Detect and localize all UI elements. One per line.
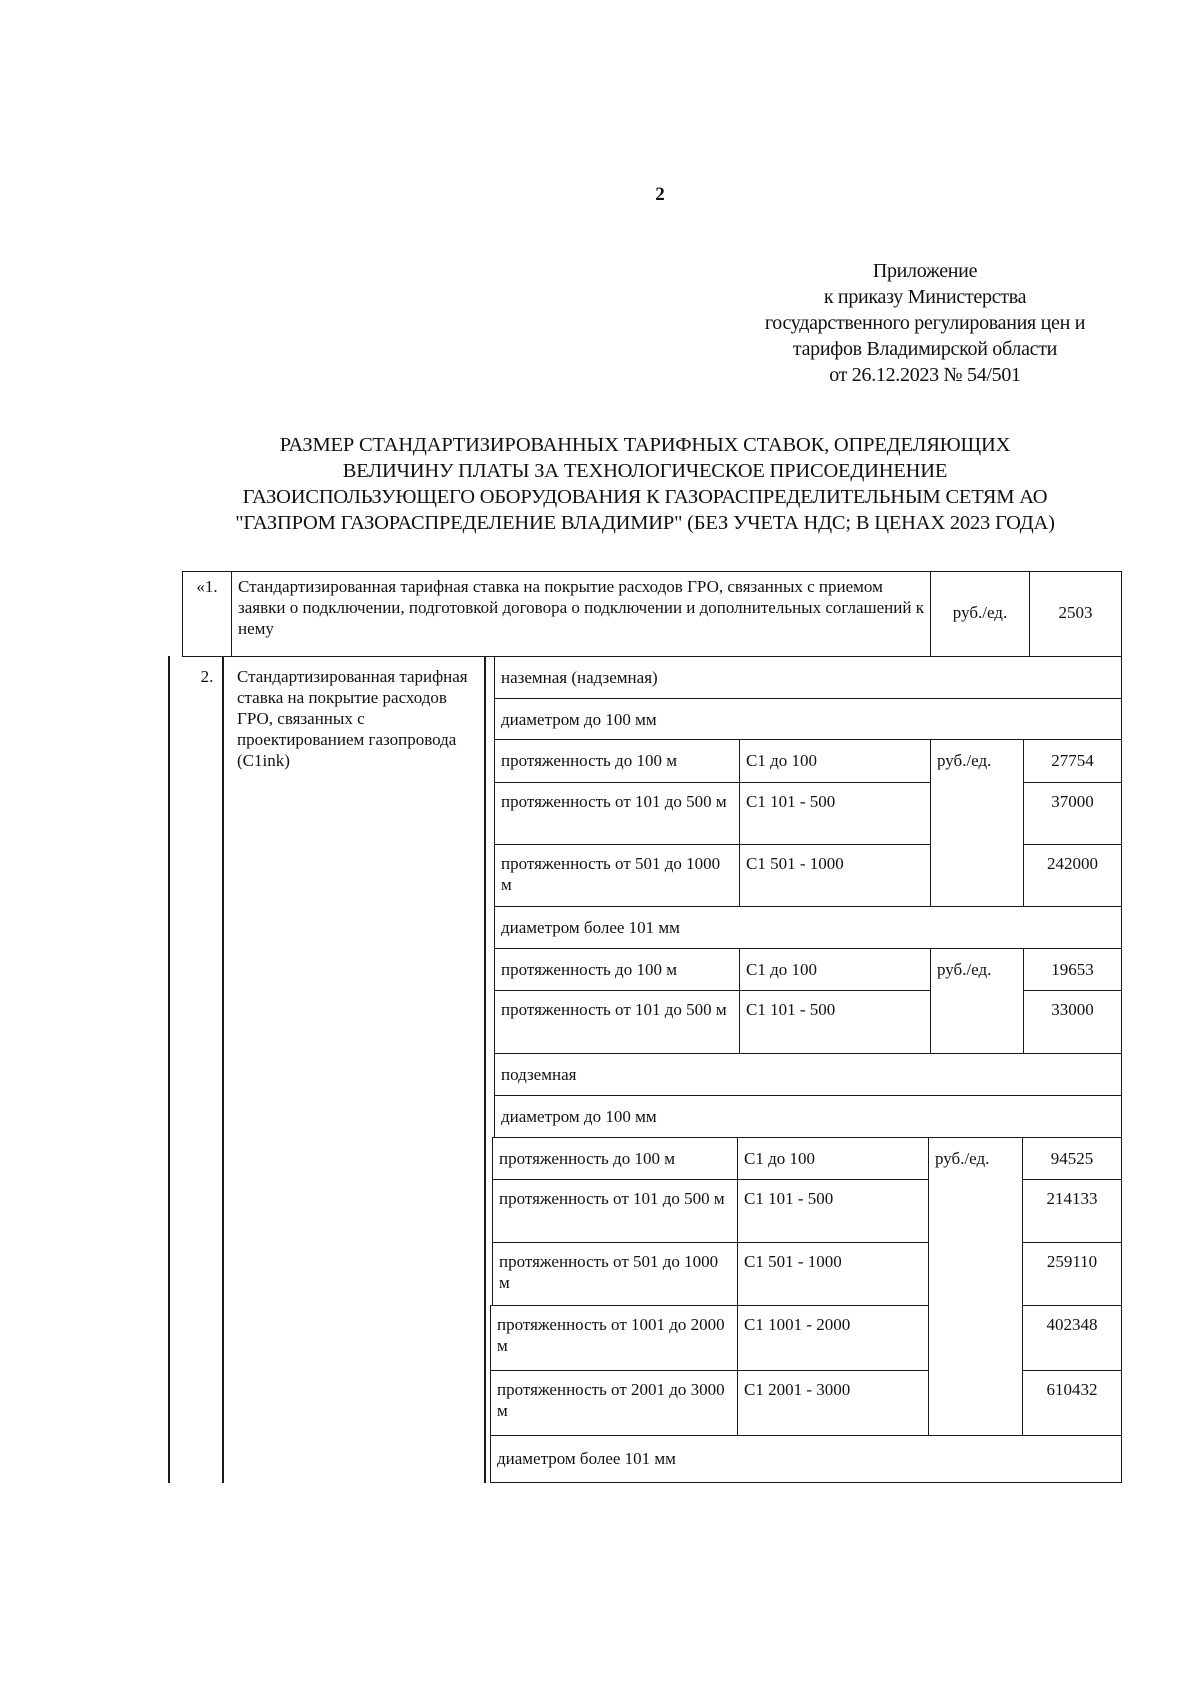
row1-description: Стандартизированная тарифная ставка на покрытие расходов ГРО, связанных с приемом заявки о подключении, подготовкой договора о подключении и дополнительных соглашений к нему	[231, 571, 931, 657]
code-cell: C1 1001 - 2000	[737, 1305, 929, 1371]
appendix-line: к приказу Министерства	[823, 286, 1027, 308]
code-cell: C1 501 - 1000	[737, 1242, 929, 1306]
length-cell: протяженность от 101 до 500 м	[494, 990, 740, 1054]
code-cell: C1 до 100	[739, 948, 931, 991]
appendix-block	[700, 258, 1150, 388]
value-cell: 259110	[1022, 1242, 1122, 1306]
length-cell: протяженность от 501 до 1000 м	[494, 844, 740, 907]
column-divider-line	[222, 656, 224, 1483]
code-cell: C1 2001 - 3000	[737, 1370, 929, 1436]
length-cell: протяженность от 2001 до 3000 м	[490, 1370, 738, 1436]
left-border-line	[168, 656, 170, 1483]
value-cell: 242000	[1023, 844, 1122, 907]
code-cell: C1 до 100	[737, 1137, 929, 1180]
length-cell: протяженность до 100 м	[494, 948, 740, 991]
value-cell: 33000	[1023, 990, 1122, 1054]
length-cell: протяженность до 100 м	[492, 1137, 738, 1180]
unit-cell: руб./ед.	[930, 739, 1024, 907]
group-label-underground: подземная	[494, 1053, 1122, 1096]
title-line: РАЗМЕР СТАНДАРТИЗИРОВАННЫХ ТАРИФНЫХ СТАВОК, ОПРЕДЕЛЯЮЩИХ	[279, 434, 1011, 456]
diameter-label: диаметром до 100 мм	[494, 1095, 1122, 1138]
value-cell: 94525	[1022, 1137, 1122, 1180]
page-number: 2	[655, 184, 665, 205]
length-cell: протяженность от 1001 до 2000 м	[490, 1305, 738, 1371]
appendix-line: государственного регулирования цен и	[764, 312, 1086, 334]
diameter-label: диаметром до 100 мм	[494, 698, 1122, 740]
unit-cell: руб./ед.	[928, 1137, 1023, 1436]
value-cell: 27754	[1023, 739, 1122, 783]
length-cell: протяженность до 100 м	[494, 739, 740, 783]
value-cell: 214133	[1022, 1179, 1122, 1243]
row2-number: 2.	[200, 667, 214, 686]
appendix-line: тарифов Владимирской области	[792, 338, 1058, 360]
diameter-label: диаметром более 101 мм	[494, 906, 1122, 949]
appendix-line: от 26.12.2023 № 54/501	[829, 364, 1021, 386]
row1-value: 2503	[1029, 571, 1122, 657]
diameter-label: диаметром более 101 мм	[490, 1435, 1122, 1483]
document-title	[150, 432, 1140, 536]
unit-cell: руб./ед.	[930, 948, 1024, 1054]
length-cell: протяженность от 501 до 1000 м	[492, 1242, 738, 1306]
value-cell: 610432	[1022, 1370, 1122, 1436]
value-cell: 402348	[1022, 1305, 1122, 1371]
value-cell: 37000	[1023, 782, 1122, 845]
title-line: ВЕЛИЧИНУ ПЛАТЫ ЗА ТЕХНОЛОГИЧЕСКОЕ ПРИСОЕДИНЕНИЕ	[342, 460, 948, 482]
length-cell: протяженность от 101 до 500 м	[494, 782, 740, 845]
column-divider-line	[484, 656, 486, 1483]
row1-number: «1.	[182, 571, 232, 657]
title-line: "ГАЗПРОМ ГАЗОРАСПРЕДЕЛЕНИЕ ВЛАДИМИР" (БЕЗ УЧЕТА НДС; В ЦЕНАХ 2023 ГОДА)	[235, 512, 1055, 534]
code-cell: C1 501 - 1000	[739, 844, 931, 907]
title-line: ГАЗОИСПОЛЬЗУЮЩЕГО ОБОРУДОВАНИЯ К ГАЗОРАСПРЕДЕЛИТЕЛЬНЫМ СЕТЯМ АО	[242, 486, 1048, 508]
value-cell: 19653	[1023, 948, 1122, 991]
code-cell: C1 101 - 500	[739, 990, 931, 1054]
row2-description: Стандартизированная тарифная ставка на покрытие расходов ГРО, связанных с проектированием газопровода (C1ink)	[237, 667, 468, 770]
row1-unit: руб./ед.	[930, 571, 1030, 657]
code-cell: C1 101 - 500	[737, 1179, 929, 1243]
appendix-line: Приложение	[872, 260, 978, 282]
code-cell: C1 до 100	[739, 739, 931, 783]
length-cell: протяженность от 101 до 500 м	[492, 1179, 738, 1243]
group-label-aboveground: наземная (надземная)	[494, 656, 1122, 699]
code-cell: C1 101 - 500	[739, 782, 931, 845]
